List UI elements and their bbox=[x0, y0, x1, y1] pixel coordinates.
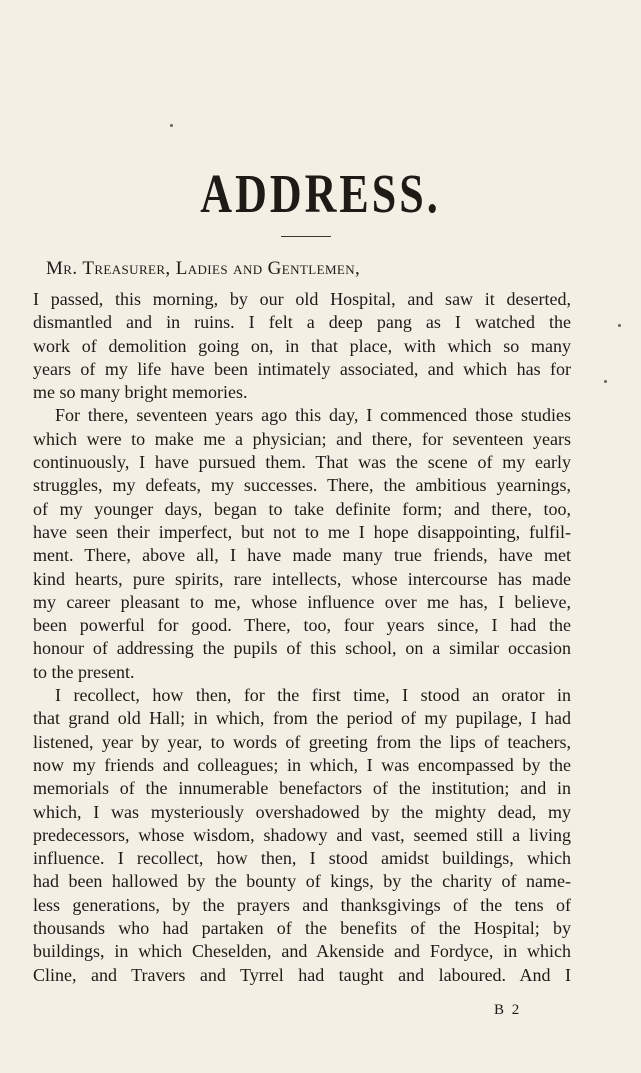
text-line: my career pleasant to me, whose influence over me has, I believe, bbox=[33, 591, 571, 612]
text-line: memorials of the innumerable benefactors of the institution; and in bbox=[33, 778, 571, 799]
text-line: less generations, by the prayers and thanksgivings of the tens of bbox=[33, 894, 571, 915]
paragraph-1 bbox=[33, 288, 571, 404]
text-line: been powerful for good. There, too, four years since, I had the bbox=[33, 615, 571, 636]
text-line: honour of addressing the pupils of this school, on a similar occasion bbox=[33, 638, 571, 659]
text-line: which were to make me a physician; and there, for seventeen years bbox=[33, 428, 571, 449]
paper-speck bbox=[618, 324, 621, 327]
text-line: had been hallowed by the bounty of kings, by the charity of name- bbox=[33, 871, 571, 892]
text-line: me so many bright memories. bbox=[33, 382, 248, 403]
text-line: that grand old Hall; in which, from the period of my pupilage, I had bbox=[33, 708, 571, 729]
text-line: to the present. bbox=[33, 661, 135, 682]
text-line: continuously, I have pursued them. That was the scene of my early bbox=[33, 452, 571, 473]
text-line: have seen their imperfect, but not to me I hope disappointing, fulfil- bbox=[33, 521, 571, 542]
text-line: now my friends and colleagues; in which, I was encompassed by the bbox=[33, 754, 571, 775]
body-text bbox=[33, 288, 571, 987]
salutation bbox=[46, 258, 360, 280]
text-line: For there, seventeen years ago this day, I commenced those studies bbox=[55, 405, 571, 426]
text-line: kind hearts, pure spirits, rare intellects, whose intercourse has made bbox=[33, 568, 571, 589]
text-line: struggles, my defeats, my successes. There, the ambitious yearnings, bbox=[33, 475, 571, 496]
text-line: I passed, this morning, by our old Hospital, and saw it deserted, bbox=[33, 289, 571, 309]
salutation-text: Mr. Treasurer, Ladies and Gentlemen, bbox=[46, 258, 361, 279]
text-line: I recollect, how then, for the first time, I stood an orator in bbox=[55, 685, 571, 706]
text-line: predecessors, whose wisdom, shadowy and vast, seemed still a living bbox=[33, 824, 571, 845]
paragraph-3 bbox=[33, 684, 571, 987]
paper-speck bbox=[170, 124, 173, 127]
text-line: ment. There, above all, I have made many true friends, have met bbox=[33, 545, 571, 566]
text-line: influence. I recollect, how then, I stood amidst buildings, which bbox=[33, 848, 571, 869]
text-line: listened, year by year, to words of greeting from the lips of teachers, bbox=[33, 731, 571, 752]
text-line: dismantled and in ruins. I felt a deep pang as I watched the bbox=[33, 312, 571, 333]
heading-rule bbox=[281, 236, 331, 237]
text-line: of my younger days, began to take definite form; and there, too, bbox=[33, 498, 571, 519]
text-line: years of my life have been intimately associated, and which has for bbox=[33, 358, 571, 379]
signature-mark: B 2 bbox=[494, 1002, 522, 1018]
text-line: buildings, in which Cheselden, and Akenside and Fordyce, in which bbox=[33, 941, 571, 962]
text-line: thousands who had partaken of the benefits of the Hospital; by bbox=[33, 918, 571, 939]
text-line: work of demolition going on, in that place, with which so many bbox=[33, 335, 571, 356]
text-line: which, I was mysteriously overshadowed by the mighty dead, my bbox=[33, 801, 571, 822]
paragraph-2 bbox=[33, 404, 571, 684]
text-line: Cline, and Travers and Tyrrel had taught and laboured. And I bbox=[33, 964, 571, 985]
page-heading: ADDRESS. bbox=[200, 163, 441, 225]
paper-speck bbox=[604, 380, 607, 383]
